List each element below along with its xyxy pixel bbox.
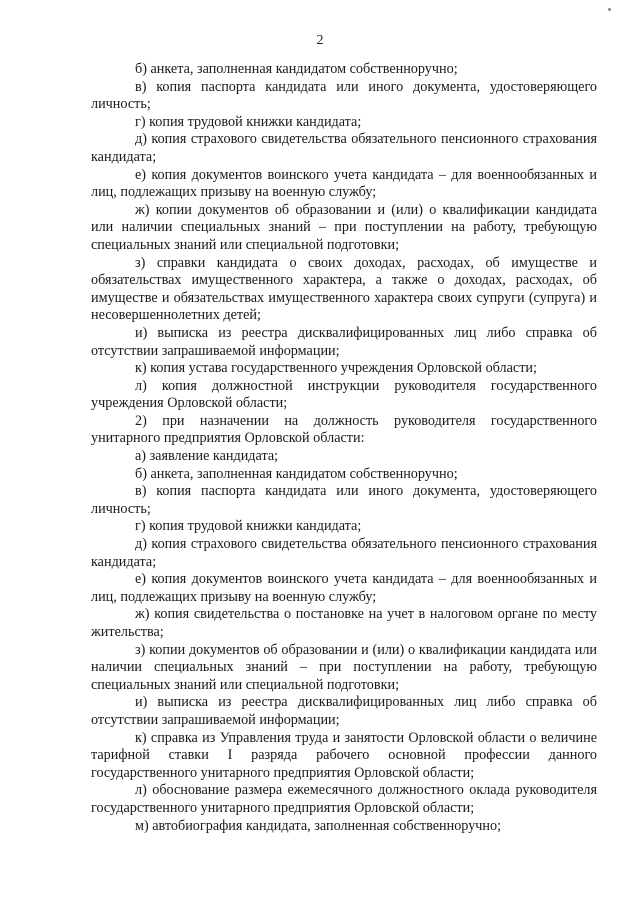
list-item-z: з) справки кандидата о своих доходах, расходах, об имуществе и обязательствах имущественного характера, а также о доходах, расходах, об имуществе и обязательствах имущественного характера своих супруги (супруга) и несовершеннолетних детей; <box>91 254 597 324</box>
scan-mark <box>608 8 611 11</box>
list-item-d: д) копия страхового свидетельства обязательного пенсионного страхования кандидата; <box>91 131 597 165</box>
list-item-zh-2: ж) копия свидетельства о постановке на учет в налоговом органе по месту жительства; <box>91 606 597 640</box>
section-2-heading: 2) при назначении на должность руководителя государственного унитарного предприятия Орловской области: <box>91 412 597 447</box>
list-item-k-2: к) справка из Управления труда и занятости Орловской области о величине тарифной ставки I разряда рабочего основной профессии данного государственного унитарного предприятия Орловской области; <box>91 729 597 781</box>
page-number: 2 <box>316 33 324 48</box>
list-item-g-2: г) копия трудовой книжки кандидата; <box>135 518 362 535</box>
list-item-e-2: е) копия документов воинского учета кандидата – для военнообязанных и лиц, подлежащих призыву на военную службу; <box>91 571 597 605</box>
document-body <box>91 61 597 835</box>
list-item-zh: ж) копии документов об образовании и (или) о квалификации кандидата или наличии специальных знаний – при поступлении на работу, требующую специальных знаний или специальной подготовки; <box>91 201 597 253</box>
list-item-i: и) выписка из реестра дисквалифицированных лиц либо справка об отсутствии запрашиваемой информации; <box>91 324 597 359</box>
list-item-v: в) копия паспорта кандидата или иного документа, удостоверяющего личность; <box>91 78 597 113</box>
list-item-z-2: з) копии документов об образовании и (или) о квалификации кандидата или наличии специальных знаний – при поступлении на работу, требующую специальных знаний или специальной подготовки; <box>91 641 597 693</box>
list-item-l-2: л) обоснование размера ежемесячного должностного оклада руководителя государственного унитарного предприятия Орловской области; <box>91 782 597 816</box>
list-item-b-2: б) анкета, заполненная кандидатом собственноручно; <box>135 465 458 482</box>
list-item-l: л) копия должностной инструкции руководителя государственного учреждения Орловской области; <box>91 377 597 412</box>
list-item-m: м) автобиография кандидата, заполненная собственноручно; <box>135 817 502 834</box>
list-item-k: к) копия устава государственного учреждения Орловской области; <box>135 360 537 377</box>
list-item-g: г) копия трудовой книжки кандидата; <box>135 113 362 130</box>
list-item-e: е) копия документов воинского учета кандидата – для военнообязанных и лиц, подлежащих призыву на военную службу; <box>91 166 597 201</box>
list-item-v-2: в) копия паспорта кандидата или иного документа, удостоверяющего личность; <box>91 483 597 517</box>
list-item-a: а) заявление кандидата; <box>135 448 279 465</box>
list-item-d-2: д) копия страхового свидетельства обязательного пенсионного страхования кандидата; <box>91 536 597 570</box>
list-item-b: б) анкета, заполненная кандидатом собственноручно; <box>135 61 458 77</box>
list-item-i-2: и) выписка из реестра дисквалифицированных лиц либо справка об отсутствии запрашиваемой информации; <box>91 694 597 728</box>
